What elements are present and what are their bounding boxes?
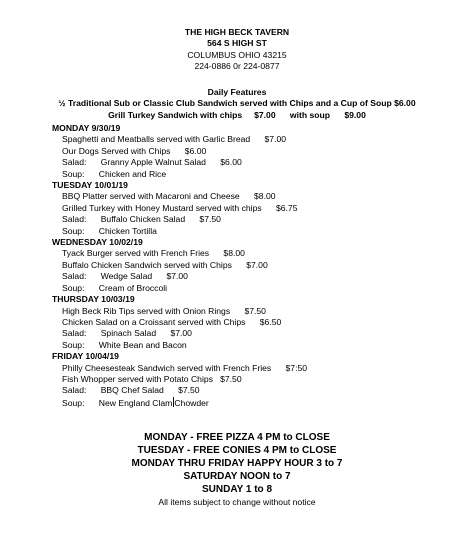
menu-item: Our Dogs Served with Chips $6.00 (62, 145, 207, 156)
daily-features (0, 87, 474, 121)
soup-item: Soup: Chicken and Rice (62, 168, 167, 179)
tavern-city: COLUMBUS OHIO 43215 (187, 49, 287, 60)
tavern-phone: 224-0886 0r 224-0877 (194, 61, 280, 72)
features-title: Daily Features (207, 87, 267, 97)
day-heading-thursday: THURSDAY 10/03/19 (52, 294, 135, 305)
salad-item: Salad: Buffalo Chicken Salad $7.50 (62, 214, 221, 225)
menu-item: Buffalo Chicken Sandwich served with Chips $7.00 (62, 259, 268, 270)
disclaimer-note: All items subject to change without notice (158, 497, 316, 507)
salad-item: Salad: Granny Apple Walnut Salad $6.00 (62, 157, 242, 168)
soup-item: Soup: Chicken Tortilla (62, 225, 157, 236)
day-heading-wednesday: WEDNESDAY 10/02/19 (52, 237, 143, 248)
tavern-address: 564 S HIGH ST (207, 38, 267, 49)
menu-item: Grilled Turkey with Honey Mustard served with chips $6.75 (62, 202, 298, 213)
specials-footer (0, 431, 474, 508)
hours-sunday: SUNDAY 1 to 8 (201, 484, 273, 495)
day-heading-tuesday: TUESDAY 10/01/19 (52, 180, 128, 191)
soup-item: Soup: Cream of Broccoli (62, 282, 168, 293)
soup-item: Soup: White Bean and Bacon (62, 339, 187, 350)
menu-item: Fish Whopper served with Potato Chips $7.50 (62, 373, 242, 384)
soup-text-start: Soup: New England Clam (62, 397, 173, 408)
weekly-menu (52, 123, 462, 409)
menu-item: Spaghetti and Meatballs served with Garlic Bread $7.00 (62, 134, 287, 145)
menu-item: High Beck Rib Tips served with Onion Rings $7.50 (62, 305, 266, 316)
happy-hour: MONDAY THRU FRIDAY HAPPY HOUR 3 to 7 (131, 458, 343, 469)
day-heading-friday: FRIDAY 10/04/19 (52, 351, 119, 362)
tavern-header (0, 27, 474, 73)
hours-saturday: SATURDAY NOON to 7 (183, 471, 291, 482)
special-monday: MONDAY - FREE PIZZA 4 PM to CLOSE (144, 432, 330, 443)
menu-item: Chicken Salad on a Croissant served with Chips $6.50 (62, 316, 282, 327)
menu-item: BBQ Platter served with Macaroni and Cheese $8.00 (62, 191, 276, 202)
tavern-name: THE HIGH BECK TAVERN (184, 27, 290, 37)
features-line-1: ½ Traditional Sub or Classic Club Sandwich served with Chips and a Cup of Soup $6.00 (58, 98, 416, 109)
salad-item: Salad: Spinach Salad $7.00 (62, 328, 192, 339)
salad-item: Salad: BBQ Chef Salad $7.50 (62, 385, 200, 396)
menu-item: Philly Cheesesteak Sandwich served with French Fries $7:50 (62, 362, 308, 373)
day-heading-monday: MONDAY 9/30/19 (52, 123, 121, 133)
special-tuesday: TUESDAY - FREE CONIES 4 PM to CLOSE (137, 445, 337, 456)
soup-text-end: Chowder (174, 397, 209, 408)
soup-item (52, 397, 462, 409)
menu-item: Tyack Burger served with French Fries $8.00 (62, 248, 245, 259)
features-line-2: Grill Turkey Sandwich with chips $7.00 with soup $9.00 (108, 109, 366, 120)
salad-item: Salad: Wedge Salad $7.00 (62, 271, 188, 282)
